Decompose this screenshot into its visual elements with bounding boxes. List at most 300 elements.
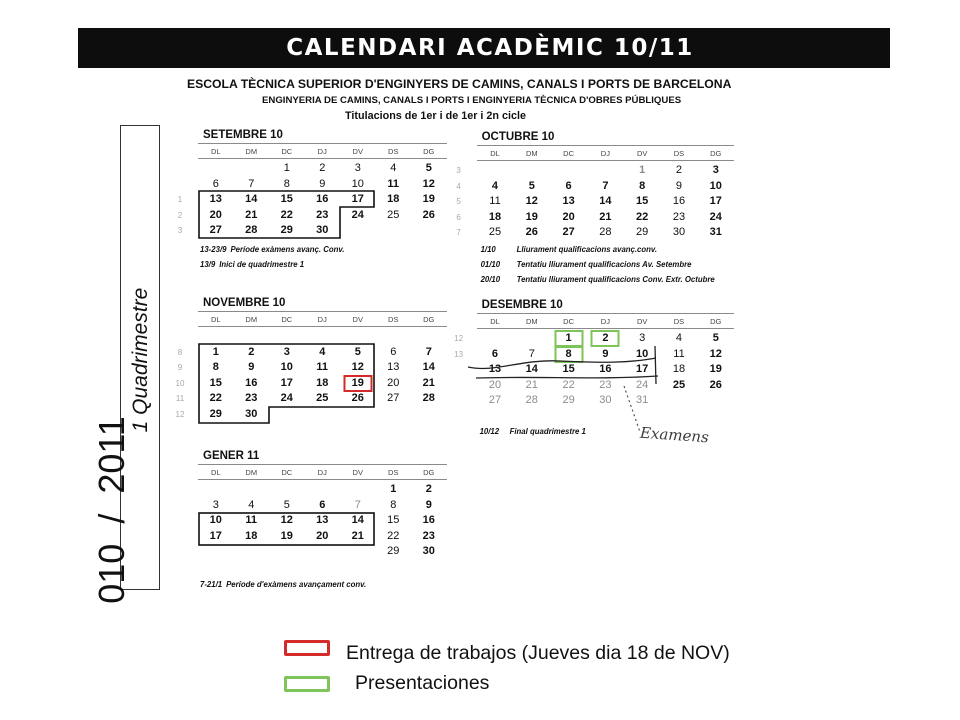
note-text: Tentatiu lliurament qualificacions Conv. Extr. Octubre: [516, 275, 715, 284]
day-cell: 20: [562, 210, 575, 223]
day-cell: 21: [422, 376, 435, 389]
day-cell: 24: [709, 210, 722, 223]
week-row: [477, 393, 735, 409]
empty-day-cell: [340, 482, 376, 498]
week-row: [175, 376, 447, 392]
month-title: DESEMBRE 10: [481, 299, 563, 311]
day-cell: 9: [248, 361, 255, 374]
week-number: 6: [456, 212, 461, 222]
day-cell: 16: [422, 514, 435, 527]
day-cell: 27: [387, 392, 400, 405]
empty-day-cell: [697, 393, 734, 409]
week-row: [198, 513, 447, 529]
day-cell: 8: [212, 361, 219, 374]
day-cell: 26: [709, 378, 722, 391]
day-cell: 16: [245, 376, 258, 389]
weekday-header-rule: [198, 479, 447, 480]
day-cell: 19: [709, 363, 722, 376]
day-cell: 30: [316, 224, 329, 237]
empty-day-cell: [376, 329, 412, 345]
weekday-label: DM: [525, 149, 538, 158]
day-cell: 3: [712, 164, 719, 176]
day-cell: 12: [525, 195, 538, 208]
empty-day-cell: [550, 163, 587, 179]
day-cell: 11: [245, 514, 258, 527]
day-cell: 17: [709, 195, 722, 208]
note-line: [481, 242, 715, 257]
day-cell: 31: [636, 394, 649, 407]
weekday-label: DC: [563, 149, 574, 158]
day-cell: 17: [351, 193, 364, 206]
week-row: [175, 407, 447, 423]
day-cell: 1: [390, 483, 397, 495]
day-cell: 18: [488, 210, 502, 223]
day-cell: 12: [709, 347, 722, 360]
day-cell: 21: [245, 208, 258, 221]
empty-day-cell: [513, 163, 550, 179]
day-cell: 20: [316, 529, 329, 542]
week-number: 3: [456, 166, 461, 175]
day-cell: 7: [425, 345, 432, 358]
day-cell: 24: [280, 392, 293, 405]
month-title-rule: [198, 143, 447, 144]
day-cell: 27: [209, 224, 222, 237]
month-title: NOVEMBRE 10: [203, 297, 286, 309]
week-row: [456, 194, 735, 210]
empty-day-cell: [411, 329, 447, 345]
day-cell: 28: [525, 394, 538, 407]
handwritten-exams-note: Examens: [639, 423, 710, 447]
day-cell: 23: [599, 378, 612, 391]
month-notes: [480, 424, 586, 439]
day-cell: 30: [672, 226, 686, 239]
empty-day-cell: [269, 482, 305, 498]
weekday-label: DC: [281, 147, 293, 156]
weekday-label: DG: [423, 468, 435, 477]
day-cell: 2: [675, 164, 683, 176]
weekday-label: DS: [388, 315, 399, 324]
day-cell: 3: [354, 162, 361, 174]
legend-label-presentations: Presentaciones: [355, 672, 490, 694]
week-row: [198, 498, 447, 514]
day-cell: 21: [599, 210, 612, 223]
day-cell: 4: [491, 179, 499, 192]
day-cell: 26: [422, 208, 435, 221]
note-line: [200, 577, 366, 592]
day-cell: 19: [422, 193, 435, 206]
week-number: 12: [454, 334, 464, 343]
empty-day-cell: [198, 329, 234, 345]
empty-day-cell: [269, 544, 305, 560]
day-cell: 25: [672, 378, 686, 391]
empty-day-cell: [661, 393, 698, 409]
day-cell: 4: [319, 345, 326, 358]
day-cell: 18: [245, 529, 258, 542]
day-cell: 1: [283, 162, 290, 174]
day-cell: 16: [599, 363, 612, 376]
week-row: [198, 529, 447, 545]
week-row: [198, 482, 447, 498]
week-row: [456, 210, 735, 226]
weekday-label: DL: [490, 149, 500, 158]
month-title-rule: [198, 464, 447, 465]
note-line: [200, 242, 344, 257]
empty-day-cell: [198, 161, 234, 177]
degree-cycles: Titulacions de 1er i de 1er i 2n cicle: [345, 110, 527, 122]
day-cell: 8: [639, 179, 646, 192]
day-cell: 29: [209, 407, 222, 420]
week-row: [198, 329, 447, 345]
week-number: 13: [454, 349, 464, 359]
day-cell: 11: [673, 347, 685, 360]
empty-day-cell: [477, 331, 514, 347]
day-cell: 29: [636, 226, 649, 239]
month-notes: [481, 242, 715, 287]
weekday-label: DS: [673, 317, 685, 326]
weekday-label: DM: [525, 317, 538, 326]
week-row: [177, 360, 447, 376]
day-cell: 31: [709, 226, 722, 239]
day-cell: 9: [602, 347, 609, 360]
day-cell: 5: [712, 332, 719, 344]
day-cell: 8: [283, 177, 290, 190]
empty-day-cell: [234, 482, 270, 498]
week-row: [198, 544, 447, 560]
empty-day-cell: [340, 329, 376, 345]
day-cell: 1: [212, 345, 219, 358]
day-cell: 15: [636, 195, 649, 208]
weekday-label: DJ: [317, 468, 327, 477]
day-cell: 27: [562, 226, 575, 239]
day-cell: 23: [316, 208, 329, 221]
day-cell: 18: [672, 363, 686, 376]
note-line: [481, 257, 715, 272]
day-cell: 1: [550, 331, 587, 347]
day-cell: 12: [280, 514, 293, 527]
empty-day-cell: [234, 161, 270, 177]
month-notes: [200, 242, 344, 272]
weekday-header-rule: [198, 326, 447, 327]
day-cell: 17: [209, 529, 222, 542]
day-cell: 29: [562, 394, 575, 407]
day-cell: 2: [248, 345, 255, 358]
day-cell: 9: [319, 177, 326, 190]
note-text: Inici de quadrimestre 1: [219, 260, 305, 269]
note-date: 1/10: [480, 245, 496, 254]
weekday-label: DL: [210, 315, 221, 324]
day-cell: 11: [387, 177, 400, 190]
day-cell: 6: [212, 177, 219, 190]
day-cell: 11: [316, 361, 329, 374]
day-cell: 9: [675, 179, 683, 192]
day-cell: 20: [209, 208, 222, 221]
day-cell: 17: [636, 363, 649, 376]
weekday-header-rule: [477, 160, 735, 161]
day-cell: 19: [340, 376, 376, 392]
week-number: 8: [177, 347, 183, 357]
day-cell: 3: [639, 332, 646, 344]
day-cell: 22: [562, 378, 575, 391]
weekday-label: DL: [490, 317, 500, 326]
note-line: [200, 257, 344, 272]
day-cell: 10: [280, 361, 293, 374]
day-cell: 15: [280, 193, 293, 206]
empty-day-cell: [305, 407, 341, 423]
day-cell: 10: [351, 177, 364, 190]
day-cell: 4: [248, 498, 255, 511]
week-row: [177, 192, 447, 208]
day-cell: 5: [425, 162, 432, 174]
week-row: [198, 177, 447, 193]
note-date: 10/12: [479, 427, 500, 436]
week-row: [477, 362, 735, 378]
weekday-label: DL: [210, 147, 221, 156]
day-cell: 6: [491, 347, 499, 360]
month-weeks: [198, 482, 447, 560]
note-text: Final quadrimestre 1: [509, 427, 586, 436]
day-cell: 7: [248, 177, 255, 190]
week-row: [177, 208, 447, 224]
day-cell: 13: [488, 363, 502, 376]
note-date: 13-23/9: [200, 245, 227, 254]
day-cell: 5: [528, 179, 535, 192]
week-row: [456, 225, 735, 241]
note-date: 13/9: [200, 260, 216, 269]
weekday-label: DS: [673, 149, 685, 158]
weekday-label: DS: [388, 147, 399, 156]
day-cell: 21: [525, 378, 538, 391]
day-cell: 24: [636, 378, 649, 391]
day-cell: 28: [422, 392, 435, 405]
week-number: 4: [456, 181, 461, 191]
month-title: GENER 11: [203, 450, 260, 462]
empty-day-cell: [587, 163, 624, 179]
empty-day-cell: [198, 544, 234, 560]
empty-day-cell: [234, 544, 270, 560]
day-cell: 10: [209, 514, 222, 527]
month-title-rule: [477, 313, 735, 314]
day-cell: 5: [283, 498, 290, 511]
weekday-label: DJ: [600, 317, 610, 326]
month-weeks: [177, 161, 447, 239]
day-cell: 19: [280, 529, 293, 542]
day-cell: 15: [387, 514, 400, 527]
week-row: [456, 179, 735, 195]
day-cell: 21: [351, 529, 364, 542]
week-row: [177, 345, 447, 361]
day-cell: 20: [387, 376, 400, 389]
empty-day-cell: [340, 544, 376, 560]
day-cell: 22: [209, 392, 222, 405]
day-cell: 22: [636, 210, 649, 223]
day-cell: 3: [212, 498, 219, 511]
week-row: [454, 347, 735, 363]
day-cell: 25: [387, 208, 400, 221]
empty-day-cell: [513, 331, 550, 347]
day-cell: 2: [319, 162, 326, 174]
day-cell: 7: [602, 179, 609, 192]
day-cell: 6: [319, 498, 326, 511]
weekday-header-rule: [477, 328, 735, 329]
day-cell: 11: [489, 195, 501, 208]
weekday-header-row: [198, 468, 447, 478]
month-notes: [200, 577, 366, 592]
legend-swatch-red: [284, 640, 330, 656]
day-cell: 27: [488, 394, 502, 407]
weekday-label: DJ: [317, 315, 327, 324]
day-cell: 29: [280, 224, 293, 237]
empty-day-cell: [411, 407, 447, 423]
weekday-label: DV: [352, 468, 363, 477]
day-cell: 25: [316, 392, 329, 405]
day-cell: 28: [599, 226, 612, 239]
day-cell: 30: [245, 407, 258, 420]
empty-day-cell: [340, 407, 376, 423]
empty-day-cell: [376, 407, 412, 423]
day-cell: 4: [390, 162, 397, 174]
month-title-rule: [198, 311, 447, 312]
month-weeks: [456, 163, 735, 241]
week-number: 9: [177, 363, 183, 373]
week-row: [177, 223, 447, 239]
day-cell: 14: [245, 193, 258, 206]
empty-day-cell: [376, 223, 412, 239]
day-cell: 20: [488, 378, 502, 391]
empty-day-cell: [269, 407, 305, 423]
day-cell: 25: [488, 226, 502, 239]
day-cell: 3: [283, 345, 290, 358]
week-number: 5: [456, 197, 461, 207]
week-row: [175, 391, 447, 407]
day-cell: 1: [639, 164, 646, 176]
academic-year-label: 010 / 2011: [91, 416, 132, 604]
weekday-label: DL: [210, 468, 221, 477]
weekday-header-row: [198, 147, 447, 157]
weekday-label: DG: [710, 149, 722, 158]
day-cell: 9: [425, 498, 432, 511]
day-cell: 8: [390, 498, 397, 511]
day-cell: 14: [525, 363, 538, 376]
note-text: Període exàmens avanç. Conv.: [230, 245, 345, 254]
note-text: Tentatiu lliurament qualificacions Av. Setembre: [516, 260, 692, 269]
day-cell: 16: [316, 193, 329, 206]
day-cell: 23: [422, 529, 435, 542]
day-cell: 29: [387, 545, 400, 558]
day-cell: 4: [675, 332, 683, 344]
day-cell: 14: [422, 361, 435, 374]
empty-day-cell: [411, 223, 447, 239]
day-cell: 13: [562, 195, 575, 208]
day-cell: 6: [565, 179, 572, 192]
month-weeks: [454, 331, 735, 409]
day-cell: 22: [280, 208, 293, 221]
quadrimester-label: 1 Quadrimestre: [129, 287, 152, 433]
month-title-rule: [477, 145, 735, 146]
empty-day-cell: [305, 482, 341, 498]
legend-swatch-green: [284, 676, 330, 692]
day-cell: 6: [390, 345, 397, 358]
empty-day-cell: [234, 329, 270, 345]
day-cell: 15: [562, 363, 575, 376]
weekday-label: DM: [245, 147, 258, 156]
day-cell: 5: [354, 345, 361, 358]
weekday-header-row: [198, 315, 447, 325]
weekday-header-row: [477, 317, 735, 327]
day-cell: 30: [422, 545, 435, 558]
day-cell: 10: [636, 347, 649, 360]
weekday-label: DG: [710, 317, 722, 326]
weekday-label: DM: [245, 468, 258, 477]
day-cell: 18: [316, 376, 329, 389]
note-text: Període d'exàmens avançament conv.: [226, 580, 367, 589]
weekday-label: DV: [636, 317, 648, 326]
note-line: [480, 424, 586, 439]
weekday-label: DC: [281, 315, 293, 324]
weekday-label: DC: [281, 468, 293, 477]
day-cell: 23: [245, 392, 258, 405]
calendar-title: CALENDARI ACADÈMIC 10/11: [286, 35, 694, 61]
day-cell: 8: [550, 347, 587, 363]
day-cell: 30: [599, 394, 612, 407]
day-cell: 13: [316, 514, 329, 527]
weekday-label: DJ: [317, 147, 327, 156]
month-weeks: [175, 329, 447, 423]
day-cell: 12: [422, 177, 435, 190]
note-line: [481, 272, 715, 287]
legend-label-deliveries: Entrega de trabajos (Jueves dia 18 de NOV): [346, 642, 730, 664]
week-number: 2: [177, 210, 183, 220]
week-row: [454, 331, 735, 347]
week-number: 1: [177, 195, 183, 205]
day-cell: 22: [387, 529, 400, 542]
day-cell: 28: [245, 224, 258, 237]
day-cell: 13: [387, 361, 400, 374]
week-number: 3: [177, 226, 183, 236]
title-banner: [78, 28, 890, 68]
empty-day-cell: [340, 223, 376, 239]
week-number: 7: [456, 228, 461, 238]
day-cell: 23: [672, 210, 686, 223]
day-cell: 26: [525, 226, 538, 239]
week-row: [198, 161, 447, 177]
weekday-header-rule: [198, 158, 447, 159]
weekday-label: DV: [352, 315, 363, 324]
day-cell: 13: [209, 193, 222, 206]
weekday-label: DG: [423, 315, 435, 324]
day-cell: 24: [351, 208, 364, 221]
week-row: [456, 163, 735, 179]
day-cell: 16: [672, 195, 686, 208]
weekday-label: DM: [245, 315, 258, 324]
day-cell: 7: [354, 498, 361, 511]
weekday-label: DJ: [600, 149, 610, 158]
note-date: 20/10: [480, 275, 501, 284]
empty-day-cell: [269, 329, 305, 345]
day-cell: 10: [709, 179, 722, 192]
day-cell: 26: [351, 392, 364, 405]
week-number: 12: [175, 409, 185, 419]
day-cell: 17: [280, 376, 293, 389]
day-cell: 12: [351, 361, 364, 374]
weekday-label: DV: [636, 149, 648, 158]
empty-day-cell: [305, 329, 341, 345]
day-cell: 19: [525, 210, 538, 223]
week-number: 10: [175, 378, 185, 388]
degree-programs: ENGINYERIA DE CAMINS, CANALS I PORTS I ENGINYERIA TÈCNICA D'OBRES PÚBLIQUES: [262, 95, 682, 106]
weekday-label: DS: [388, 468, 399, 477]
empty-day-cell: [305, 544, 341, 560]
weekday-header-row: [477, 149, 735, 159]
